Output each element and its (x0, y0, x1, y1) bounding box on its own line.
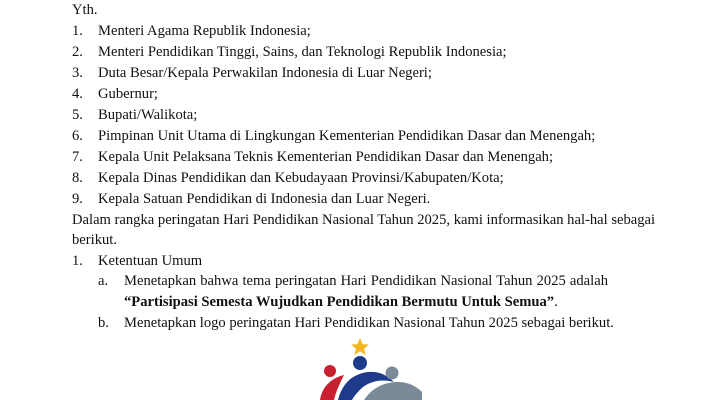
theme-text: “Partisipasi Semesta Wujudkan Pendidikan Bermutu Untuk Semua” (124, 294, 555, 310)
intro-paragraph-line: Dalam rangka peringatan Hari Pendidikan Nasional Tahun 2025, kami informasikan hal-hal sebagai (72, 212, 656, 228)
list-item-number: 9. (72, 191, 83, 207)
list-item-number: 4. (72, 86, 83, 102)
list-item-number: 7. (72, 149, 83, 165)
sub-item-letter: b. (98, 315, 109, 331)
sub-item-text: Menetapkan logo peringatan Hari Pendidikan Nasional Tahun 2025 sebagai berikut. (124, 315, 614, 331)
list-item: Bupati/Walikota; (98, 107, 198, 123)
star-icon (351, 338, 369, 355)
list-item: Menteri Agama Republik Indonesia; (98, 23, 311, 39)
gray-figure-body (364, 382, 422, 400)
sub-item-text: Menetapkan bahwa tema peringatan Hari Pendidikan Nasional Tahun 2025 adalah (124, 273, 608, 289)
hardiknas-logo (318, 338, 428, 400)
list-item-number: 5. (72, 107, 83, 123)
list-item: Kepala Unit Pelaksana Teknis Kementerian Pendidikan Dasar dan Menengah; (98, 149, 554, 165)
theme-text-tail: . (554, 294, 558, 310)
list-item-number: 3. (72, 65, 83, 81)
section-number: 1. (72, 253, 83, 269)
list-item: Duta Besar/Kepala Perwakilan Indonesia di Luar Negeri; (98, 65, 432, 81)
list-item: Menteri Pendidikan Tinggi, Sains, dan Teknologi Republik Indonesia; (98, 44, 507, 60)
section-title: Ketentuan Umum (98, 253, 203, 269)
list-item-number: 1. (72, 23, 83, 39)
list-item-number: 6. (72, 128, 83, 144)
intro-paragraph-line: berikut. (72, 232, 117, 248)
list-item: Kepala Satuan Pendidikan di Indonesia dan Luar Negeri. (98, 191, 431, 207)
red-figure-head (324, 365, 336, 377)
salutation: Yth. (72, 2, 98, 18)
sub-item-letter: a. (98, 273, 109, 289)
sub-item-text-continuation (124, 295, 558, 310)
list-item-number: 8. (72, 170, 83, 186)
blue-figure-head (353, 356, 367, 370)
list-item: Kepala Dinas Pendidikan dan Kebudayaan Provinsi/Kabupaten/Kota; (98, 170, 504, 186)
list-item: Gubernur; (98, 86, 158, 102)
gray-figure-head (386, 367, 399, 380)
list-item-number: 2. (72, 44, 83, 60)
list-item: Pimpinan Unit Utama di Lingkungan Kementerian Pendidikan Dasar dan Menengah; (98, 128, 596, 144)
